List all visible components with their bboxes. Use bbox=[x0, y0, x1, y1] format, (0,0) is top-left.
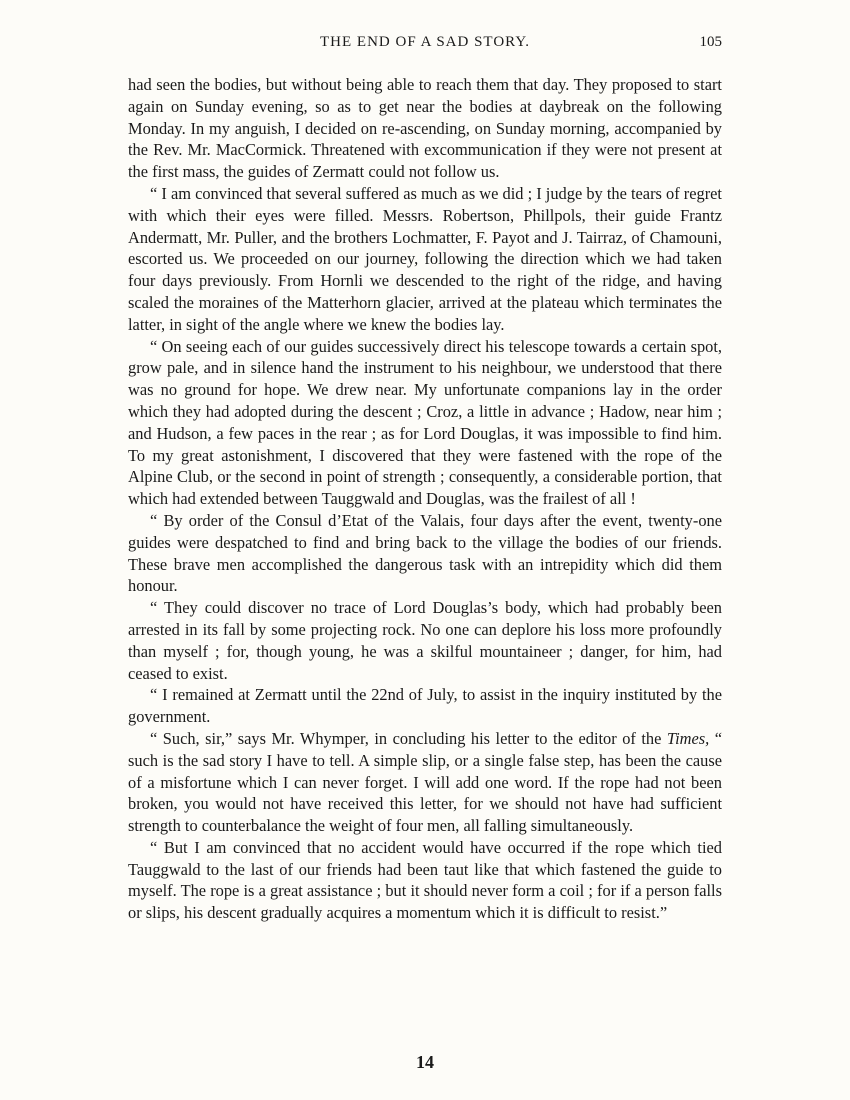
page-number: 105 bbox=[699, 34, 722, 50]
signature-mark: 14 bbox=[416, 1052, 434, 1072]
page-header bbox=[128, 34, 722, 58]
paragraph-2: “ I am convinced that several suffered as much as we did ; I judge by the tears of regret with which their eyes were filled. Messrs. Robertson, Phillpols, their guide Frantz Andermatt, Mr. Puller, and the brothers Lochmatter, F. Payot and J. Tairraz, of Chamouni, escorted us. We proceeded on our journey, following the direction which we had taken four days previously. From Hornli we descended to the right of the ridge, and having scaled the moraines of the Matterhorn glacier, arrived at the plateau which terminates the latter, in sight of the angle where we knew the bodies lay. bbox=[128, 183, 722, 334]
paragraph-6: “ I remained at Zermatt until the 22nd of July, to assist in the inquiry instituted by the government. bbox=[128, 685, 722, 727]
paragraph-7 bbox=[128, 728, 722, 837]
paragraph-7-end: “ such is the sad story I have to tell. A simple slip, or a single false step, has been the cause of a misfortune which I can never forget. I will add one word. If the rope had not been broken, you would not have received this letter, for we should not have had sufficient strength to counterbalance the weight of four men, all falling simultaneously. bbox=[128, 728, 723, 836]
newspaper-title: Times, bbox=[666, 728, 710, 748]
paragraph-8: “ But I am convinced that no accident would have occurred if the rope which tied Tauggwald to the last of our friends had been taut like that which fastened the guide to myself. The rope is a great assistance ; but it should never form a coil ; for if a person falls or slips, his descent gradually acquires a momentum which it is difficult to resist.” bbox=[128, 837, 722, 923]
paragraph-7-start: “ Such, sir,” says Mr. Whymper, in concluding his letter to the editor of the bbox=[150, 728, 667, 748]
body-text bbox=[128, 74, 722, 924]
paragraph-4: “ By order of the Consul d’Etat of the Valais, four days after the event, twenty-one guides were despatched to find and bring back to the village the bodies of our friends. These brave men accomplished the dangerous task with an intrepidity which did them honour. bbox=[128, 510, 722, 596]
running-title: THE END OF A SAD STORY. bbox=[320, 34, 530, 50]
paragraph-1: had seen the bodies, but without being able to reach them that day. They proposed to start again on Sunday evening, so as to get near the bodies at daybreak on the following Monday. In my anguish, I decided on re-ascending, on Sunday morning, accompanied by the Rev. Mr. MacCormick. Threatened with excommunication if they were not present at the first mass, the guides of Zermatt could not follow us. bbox=[128, 75, 722, 182]
paragraph-3: “ On seeing each of our guides successively direct his telescope towards a certain spot, grow pale, and in silence hand the instrument to his neighbour, we understood that there was no ground for hope. We drew near. My unfortunate companions lay in the order which they had adopted during the descent ; Croz, a little in advance ; Hadow, near him ; and Hudson, a few paces in the rear ; as for Lord Douglas, it was impossible to find him. To my great astonishment, I discovered that they were fastened with the rope of the Alpine Club, or the second in point of strength ; consequently, a considerable portion, that which had extended between Tauggwald and Douglas, was the frailest of all ! bbox=[128, 336, 722, 509]
paragraph-5: “ They could discover no trace of Lord Douglas’s body, which had probably been arrested in its fall by some projecting rock. No one can deplore his loss more profoundly than myself ; for, though young, he was a skilful mountaineer ; danger, for him, had ceased to exist. bbox=[128, 598, 722, 683]
